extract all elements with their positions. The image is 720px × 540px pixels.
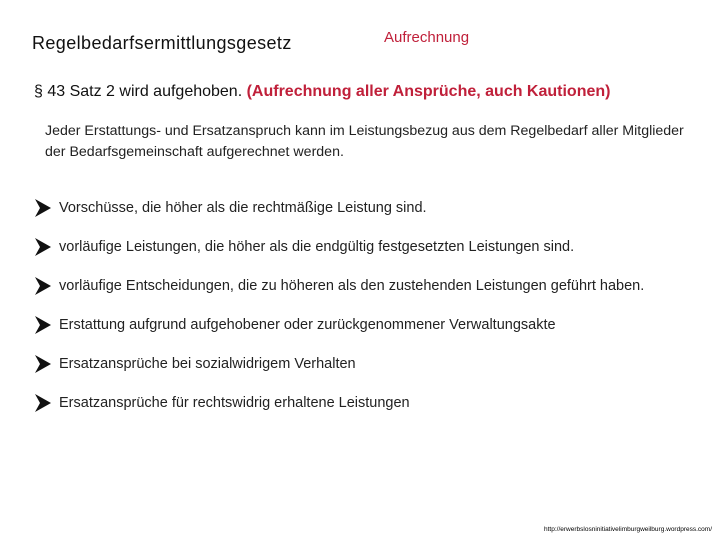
intro-text: Jeder Erstattungs- und Ersatzanspruch kann im Leistungsbezug aus dem Regelbedarf aller Mitglieder der Bedarfsgemeinschaft aufgerechnet werden. bbox=[45, 123, 684, 160]
arrow-bullet-icon bbox=[34, 393, 52, 413]
bullet-item bbox=[34, 305, 718, 344]
bullet-text: Vorschüsse, die höher als die rechtmäßige Leistung sind. bbox=[59, 199, 427, 216]
bullet-item bbox=[34, 383, 718, 422]
bullet-item bbox=[34, 344, 718, 383]
arrow-bullet-icon bbox=[34, 237, 52, 257]
bullet-text: vorläufige Entscheidungen, die zu höheren als den zustehenden Leistungen geführt haben. bbox=[59, 277, 645, 294]
arrow-bullet-icon bbox=[34, 354, 52, 374]
bullet-item bbox=[34, 188, 718, 227]
slide-title: Regelbedarfsermittlungsgesetz bbox=[32, 33, 292, 53]
arrow-bullet-icon bbox=[34, 198, 52, 218]
bullet-text: Ersatzansprüche bei sozialwidrigem Verhalten bbox=[59, 355, 356, 372]
footer-link[interactable]: http://erwerbslosninitiativelimburgweilburg.wordpress.com/ bbox=[544, 526, 712, 533]
paragraph-highlight-text: (Aufrechnung aller Ansprüche, auch Kautionen) bbox=[246, 83, 611, 100]
bullet-item bbox=[34, 227, 718, 266]
bullet-text: vorläufige Leistungen, die höher als die endgültig festgesetzten Leistungen sind. bbox=[59, 238, 575, 255]
bullet-text: Ersatzansprüche für rechtswidrig erhaltene Leistungen bbox=[59, 394, 410, 411]
paragraph-main-text: § 43 Satz 2 wird aufgehoben. bbox=[34, 83, 247, 100]
bullet-text: Erstattung aufgrund aufgehobener oder zurückgenommener Verwaltungsakte bbox=[59, 316, 556, 333]
section-tag: Aufrechnung bbox=[384, 29, 470, 46]
arrow-bullet-icon bbox=[34, 315, 52, 335]
legal-paragraph bbox=[34, 83, 714, 101]
arrow-bullet-icon bbox=[34, 276, 52, 296]
bullet-list bbox=[34, 188, 718, 422]
bullet-item bbox=[34, 266, 718, 305]
